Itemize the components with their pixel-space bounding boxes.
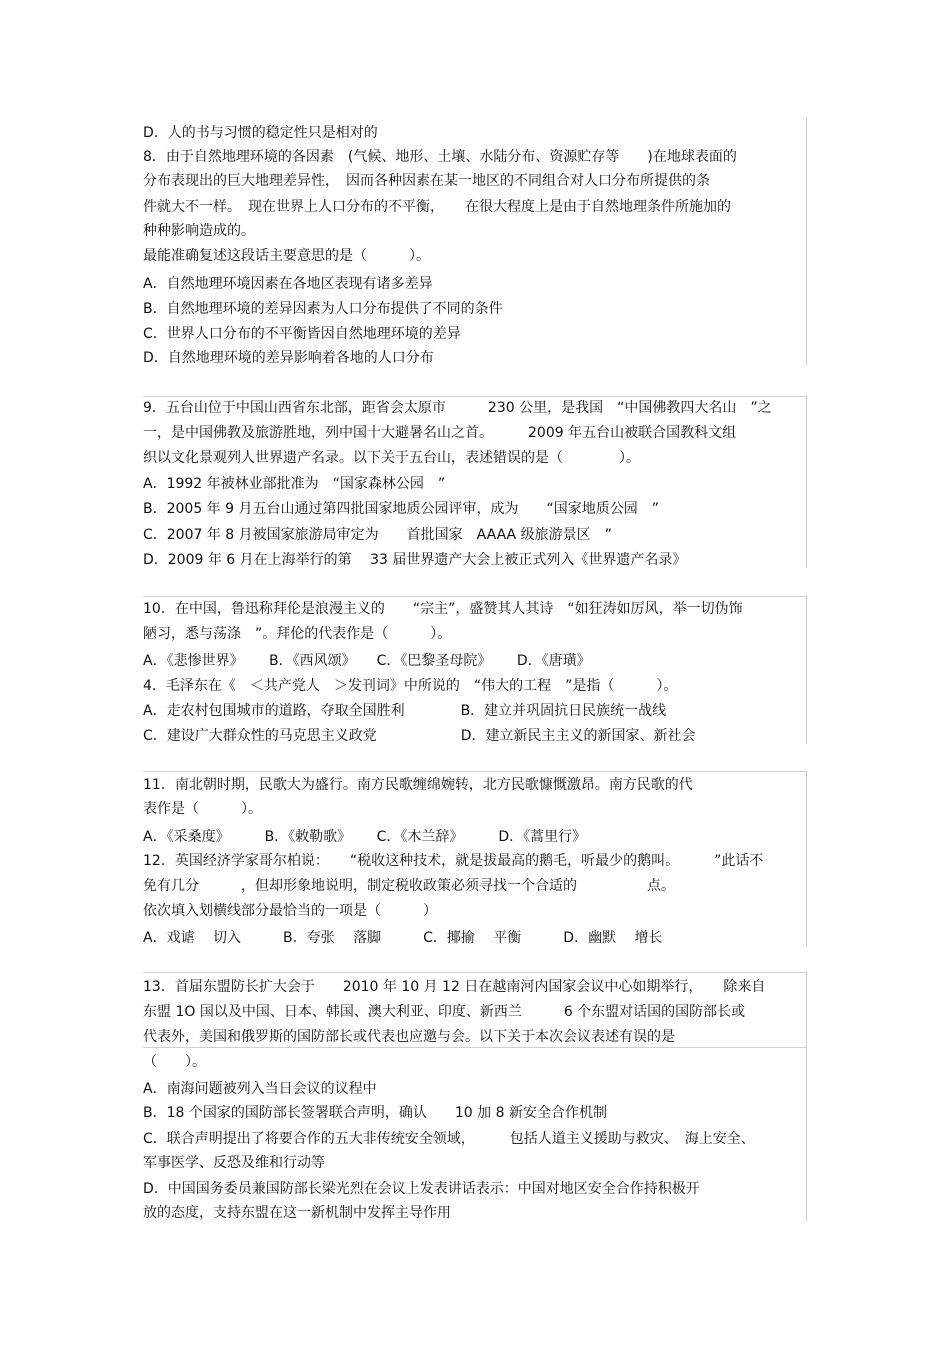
- right-rule-1: [806, 118, 807, 366]
- q13-option-d-line-2: 放的态度，支持东盟在这一新机制中发挥主导作用: [143, 1205, 451, 1221]
- right-rule-2: [806, 396, 807, 568]
- q13-option-c-line-2: 军事医学、反恐及维和行动等: [143, 1155, 325, 1171]
- right-rule-5: [806, 972, 807, 1222]
- q11-stem-line-1: 11．南北朝时期，民歌大为盛行。南方民歌缠绵婉转，北方民歌慷慨激昂。南方民歌的代: [143, 777, 693, 793]
- q8-stem-line-2: 分布表现出的巨大地理差异性， 因而各种因素在某一地区的不同组合对人口分布所提供的条: [143, 173, 710, 189]
- q10-stem-line-1: 10．在中国，鲁迅称拜伦是浪漫主义的 “宗主”，盛赞其人其诗 “如狂涛如厉风，举一切伪饰: [143, 601, 743, 617]
- q12-stem-line-1: 12．英国经济学家哥尔柏说： “税收这种技术，就是拔最高的鹅毛，听最少的鹅叫。 ”此话不: [143, 853, 764, 869]
- q12-stem-line-3: 依次填入划横线部分最恰当的一项是（ ）: [143, 903, 437, 919]
- q13-stem-line-4: （ ）。: [143, 1054, 206, 1070]
- q13-option-b: B．18 个国家的国防部长签署联合声明，确认 10 加 8 新安全合作机制: [143, 1105, 607, 1121]
- q12-options: A．戏谑 切入 B．夸张 落脚 C．揶揄 平衡 D．幽默 增长: [143, 930, 663, 946]
- q8-stem-line-4: 种种影响造成的。: [143, 223, 255, 239]
- top-rule-q11: [143, 771, 806, 772]
- q9-option-b: B．2005 年 9 月五台山通过第四批国家地质公园评审，成为 “国家地质公园 ”: [143, 501, 659, 517]
- q13-option-d-line-1: D．中国国务委员兼国防部长梁光烈在会议上发表讲话表示：中国对地区安全合作持积极开: [143, 1181, 700, 1197]
- q8-option-d: D．自然地理环境的差异影响着各地的人口分布: [143, 350, 434, 366]
- q4-options-ab: A．走农村包围城市的道路，夺取全国胜利 B．建立并巩固抗日民族统一战线: [143, 703, 667, 719]
- q13-stem-line-1: 13．首届东盟防长扩大会于 2010 年 10 月 12 日在越南河内国家会议中心如期举行， 除来自: [143, 979, 766, 995]
- q4-options-cd: C．建设广大群众性的马克思主义政党 D．建立新民主主义的新国家、新社会: [143, 728, 696, 744]
- q8-stem-line-1: 8．由于自然地理环境的各因素 (气候、地形、土壤、水陆分布、资源贮存等 )在地球表面的: [143, 149, 737, 165]
- q8-option-b: B．自然地理环境的差异因素为人口分布提供了不同的条件: [143, 301, 503, 317]
- q11-stem-line-2: 表作是（ ）。: [143, 801, 262, 817]
- q10-stem-line-2: 陋习，悉与荡涤 ”。拜伦的代表作是（ ）。: [143, 626, 452, 642]
- q4-stem: 4．毛泽东在《 ＜共产党人 ＞发刊词》中所说的 “伟大的工程 ”是指（ ）。: [143, 678, 678, 694]
- right-rule-3: [806, 596, 807, 744]
- q8-option-a: A．自然地理环境因素在各地区表现有诸多差异: [143, 276, 433, 292]
- q13-option-a: A．南海问题被列入当日会议的议程中: [143, 1081, 377, 1097]
- q13-stem-line-2: 东盟 1O 国以及中国、日本、韩国、澳大利亚、印度、新西兰 6 个东盟对话国的国防部长或: [143, 1004, 746, 1020]
- q8-option-c: C．世界人口分布的不平衡皆因自然地理环境的差异: [143, 326, 461, 342]
- q11-options: A．《采桑度》 B．《敕勒歌》 C．《木兰辞》 D．《蒿里行》: [143, 829, 587, 845]
- q13-option-c-line-1: C．联合声明提出了将要合作的五大非传统安全领域， 包括人道主义援助与救灾、 海上安全、: [143, 1131, 755, 1147]
- q10-options: A．《悲惨世界》 B．《西风颂》 C．《巴黎圣母院》 D．《唐璜》: [143, 653, 591, 669]
- top-rule-q10: [143, 596, 806, 597]
- q8-stem-line-3: 件就大不一样。 现在世界上人口分布的不平衡， 在很大程度上是由于自然地理条件所施加的: [143, 199, 731, 215]
- q9-stem-line-3: 织以文化景观列人世界遗产名录。以下关于五台山，表述错误的是（ ）。: [143, 450, 640, 466]
- q13-stem-line-3: 代表外，美国和俄罗斯的国防部长或代表也应邀与会。以下关于本次会议表述有误的是: [143, 1029, 675, 1045]
- q9-stem-line-1: 9．五台山位于中国山西省东北部，距省会太原市 230 公里，是我国 “中国佛教四大名山 ”之: [143, 400, 772, 416]
- q7-option-d: D．人的书与习惯的稳定性只是相对的: [143, 125, 378, 141]
- right-rule-4: [806, 771, 807, 946]
- top-rule-q13: [143, 972, 806, 973]
- q12-stem-line-2: 免有几分 ，但却形象地说明，制定税收政策必须寻找一个合适的 点。: [143, 878, 675, 894]
- q9-stem-line-2: 一，是中国佛教及旅游胜地，列中国十大避暑名山之首。 2009 年五台山被联合国教科文组: [143, 425, 737, 441]
- q9-option-a: A．1992 年被林业部批准为 “国家森林公园 ”: [143, 476, 446, 492]
- mid-rule-q13: [143, 1047, 806, 1048]
- q9-option-c: C．2007 年 8 月被国家旅游局审定为 首批国家 AAAA 级旅游景区 ”: [143, 527, 612, 543]
- q8-stem-line-5: 最能准确复述这段话主要意思的是（ ）。: [143, 248, 430, 264]
- top-rule-q9: [143, 396, 806, 397]
- q9-option-d: D．2009 年 6 月在上海举行的第 33 届世界遗产大会上被正式列入《世界遗产名录》: [143, 552, 687, 568]
